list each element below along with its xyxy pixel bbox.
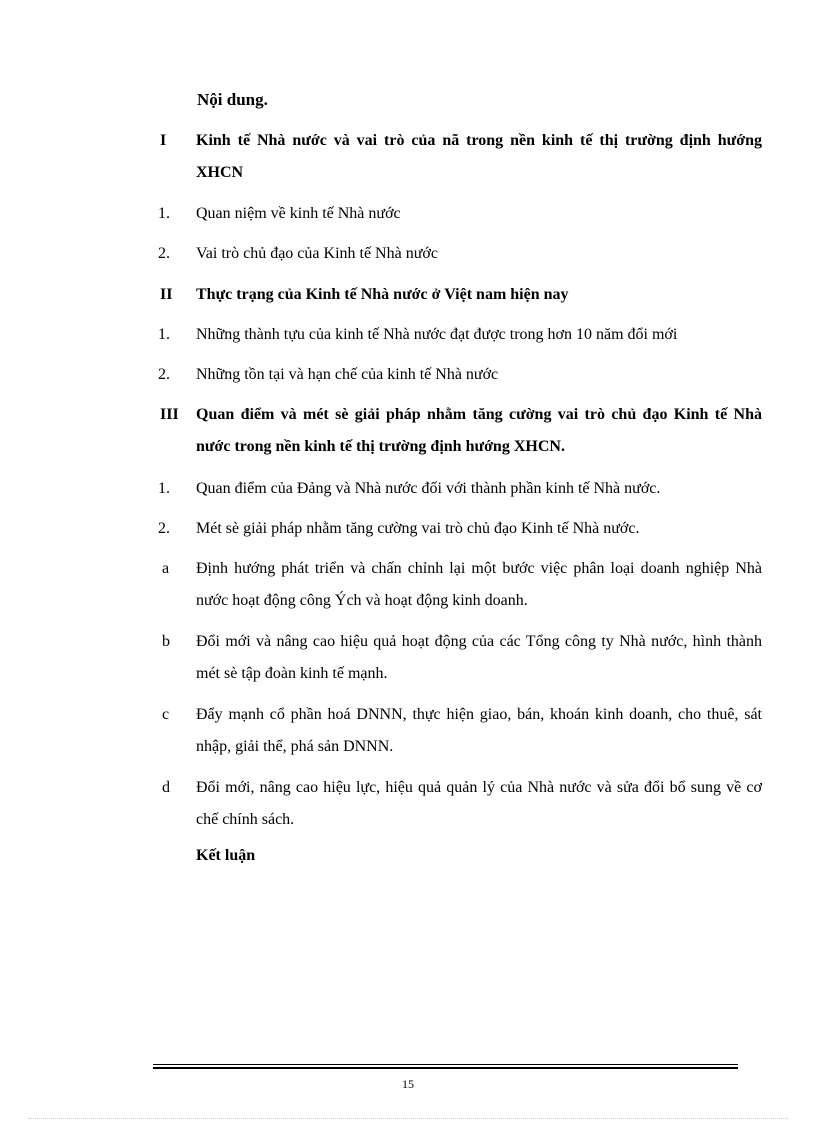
subitem-title: Đổi mới, nâng cao hiệu lực, hiệu quả quản lý của Nhà nước và sửa đổi bổ sung về cơ chế chính sách. — [196, 779, 762, 828]
subitem-title: Đẩy mạnh cổ phần hoá DNNN, thực hiện giao, bán, khoán kinh doanh, cho thuê, sát nhập, giải thể, phá sản DNNN. — [196, 706, 762, 755]
section-marker: I — [160, 132, 167, 149]
item-marker: 2. — [158, 245, 170, 262]
subitem-marker: c — [162, 706, 170, 723]
footer-rule-bottom — [153, 1067, 738, 1069]
section-title: Kinh tế Nhà nước và vai trò của nã trong nền kinh tế thị trường định hướng XHCN — [196, 132, 762, 181]
section-title: Quan điểm và mét sè giải pháp nhằm tăng cường vai trò chủ đạo Kinh tế Nhà nước trong nền kinh tế thị trường định hướng XHCN. — [196, 406, 762, 455]
section-marker: III — [160, 406, 179, 423]
item-title: Mét sè giải pháp nhằm tăng cường vai trò chủ đạo Kinh tế Nhà nước. — [196, 520, 640, 537]
item-title: Những tồn tại và hạn chế của kinh tế Nhà nước — [196, 366, 499, 383]
subitem-title: Đổi mới và nâng cao hiệu quả hoạt động của các Tổng công ty Nhà nước, hình thành mét sè tập đoàn kinh tế mạnh. — [196, 633, 762, 682]
item-marker: 1. — [158, 480, 170, 497]
item-marker: 1. — [158, 205, 170, 222]
subitem-title: Định hướng phát triển và chấn chỉnh lại một bước việc phân loại doanh nghiệp Nhà nước hoạt động công Ých và hoạt động kinh doanh. — [196, 560, 762, 609]
page-number: 15 — [402, 1077, 414, 1091]
item-title: Những thành tựu của kinh tế Nhà nước đạt được trong hơn 10 năm đổi mới — [196, 326, 678, 343]
item-title: Quan niệm về kinh tế Nhà nước — [196, 205, 401, 222]
subitem-marker: a — [162, 560, 170, 577]
section-marker: II — [160, 286, 173, 303]
section-title: Thực trạng của Kinh tế Nhà nước ở Việt nam hiện nay — [196, 286, 569, 303]
subitem-marker: b — [162, 633, 170, 650]
item-marker: 2. — [158, 520, 170, 537]
toc-heading: Nội dung. — [197, 90, 268, 109]
item-marker: 2. — [158, 366, 170, 383]
page-bottom-border — [28, 1118, 788, 1119]
item-title: Vai trò chủ đạo của Kinh tế Nhà nước — [196, 245, 438, 262]
toc-conclusion: Kết luận — [196, 847, 256, 864]
item-marker: 1. — [158, 326, 170, 343]
item-title: Quan điểm của Đảng và Nhà nước đối với thành phần kinh tế Nhà nước. — [196, 480, 661, 497]
footer-rule-top — [153, 1064, 738, 1065]
subitem-marker: d — [162, 779, 170, 796]
